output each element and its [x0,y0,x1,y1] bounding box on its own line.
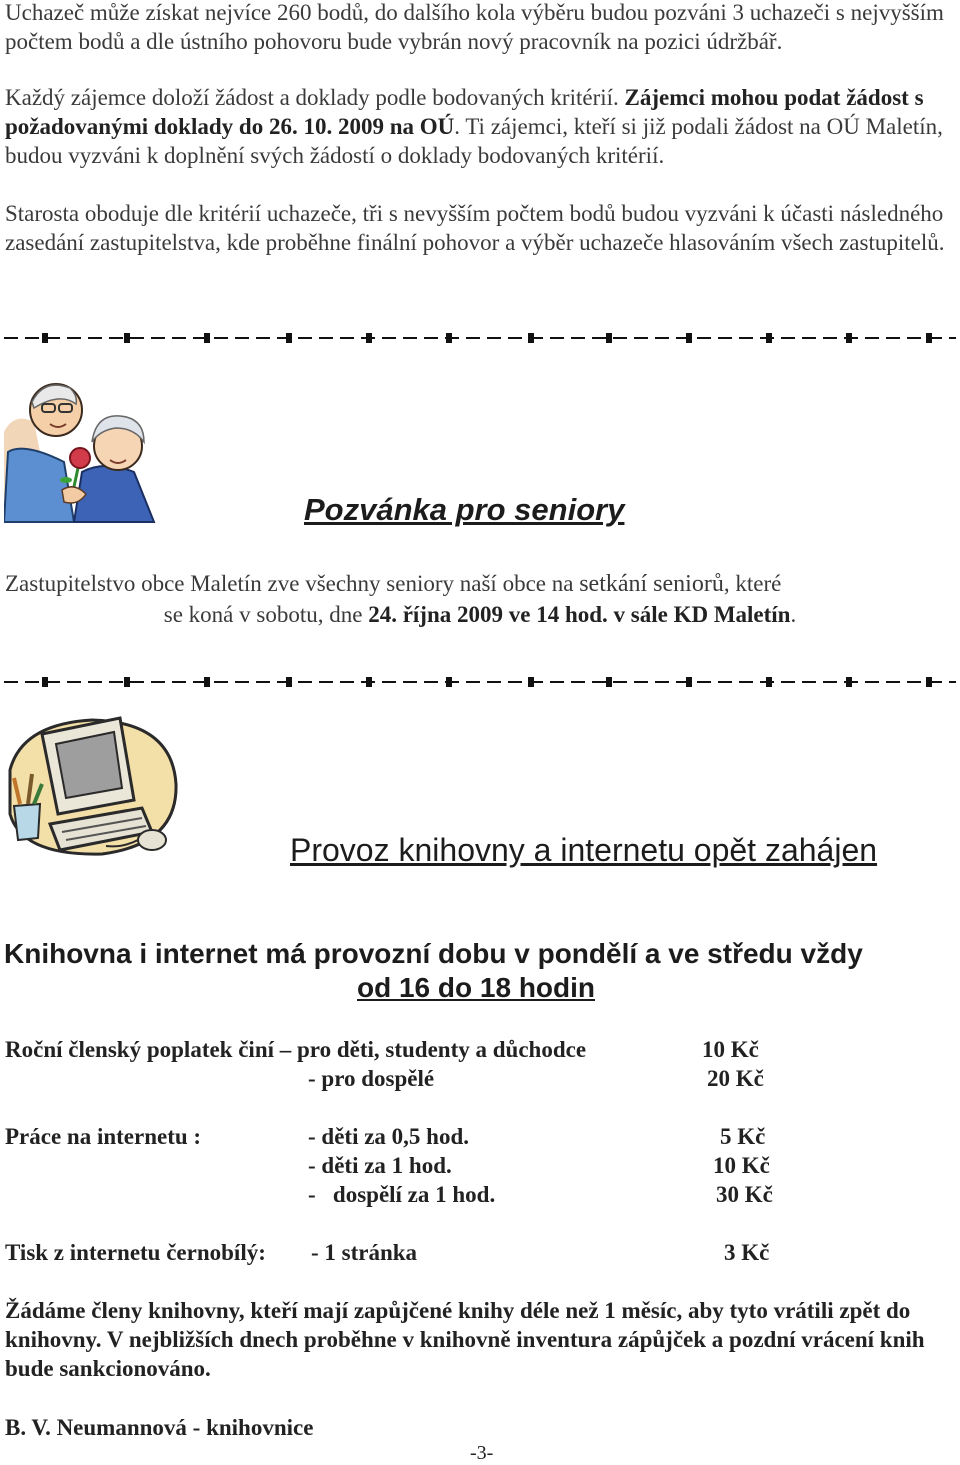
intro-paragraph-1: Uchazeč může získat nejvíce 260 bodů, do dalšího kola výběru budou pozváni 3 uchazeči s nejvyšším počtem bodů a dle ústního pohovoru bude vybrán nový pracovník na pozici údržbář. [5,0,944,54]
seniors-title: Pozvánka pro seniory [304,492,625,527]
hours-line-2: od 16 do 18 hodin [357,972,596,1003]
fee-item: - děti za 1 hod. [308,1153,452,1178]
signature: B. V. Neumannová - knihovnice [5,1415,314,1440]
seniors-couple-icon [4,372,156,524]
intro-p2-end: . Ti zájemci, kteří si již podali žádost na OÚ Maletín, budou vyzváni k doplnění svých žádostí o doklady bodovaných kritérií. [5,114,943,168]
seniors-line1-end: , které [723,571,782,596]
intro-p2-start: Každý zájemce doloží žádost a doklady podle bodovaných kritérií. [5,85,625,110]
seniors-line2-end: . [790,602,797,627]
seniors-line2-bold: 24. října 2009 ve 14 hod. v sále KD Maletín [368,602,791,627]
fee-label: - pro dospělé [308,1066,435,1091]
fee-price: 10 Kč [713,1153,770,1178]
hours-line-1: Knihovna i internet má provozní dobu v pondělí a ve středu vždy [4,938,863,969]
seniors-line1-start: Zastupitelstvo obce Maletín zve všechny seniory naší obce na [5,571,580,596]
library-title: Provoz knihovny a internetu opět zahájen [290,832,878,868]
fee-price: 5 Kč [720,1124,766,1149]
seniors-line-2 [5,599,955,630]
fee-label: Tisk z internetu černobílý: [5,1240,266,1265]
computer-icon [2,714,180,862]
fee-price: 3 Kč [724,1240,770,1265]
fee-price: 30 Kč [716,1182,773,1207]
dashed-separator [4,676,956,688]
library-notice: Žádáme členy knihovny, kteří mají zapůjčené knihy déle než 1 měsíc, aby tyto vrátili zpět do knihovny. V nejbližších dnech proběhne v knihovně inventura zápůjček a pozdní vrácení knih bude sankcionováno. [5,1298,925,1381]
fee-item: - dospělí za 1 hod. [308,1182,496,1207]
fee-label: Práce na internetu : [5,1124,202,1149]
fee-price: 10 Kč [702,1037,759,1062]
intro-paragraph-2 [5,83,955,170]
seniors-line2-start: se koná v sobotu, dne [163,602,369,627]
fee-item: - děti za 0,5 hod. [308,1124,469,1149]
fee-price: 20 Kč [707,1066,764,1091]
page-number: -3- [470,1442,494,1464]
intro-p2-bold: Zájemci mohou podat žádost s požadovanými doklady do 26. 10. 2009 na OÚ [5,85,924,139]
seniors-line1-bold: setkání seniorů [579,571,724,597]
fee-label: Roční členský poplatek činí – pro děti, studenty a důchodce [5,1037,587,1062]
separator-graphic [4,332,956,344]
separator-graphic [4,676,956,688]
fee-item: - 1 stránka [311,1240,418,1265]
seniors-line-1 [5,568,955,600]
intro-paragraph-3: Starosta oboduje dle kritérií uchazeče, tři s nevyšším počtem bodů budou vyzváni k účasti následného zasedání zastupitelstva, kde proběhne finální pohovor a výběr uchazeče hlasováním všech zastupitelů. [5,201,945,255]
dashed-separator [4,332,956,344]
